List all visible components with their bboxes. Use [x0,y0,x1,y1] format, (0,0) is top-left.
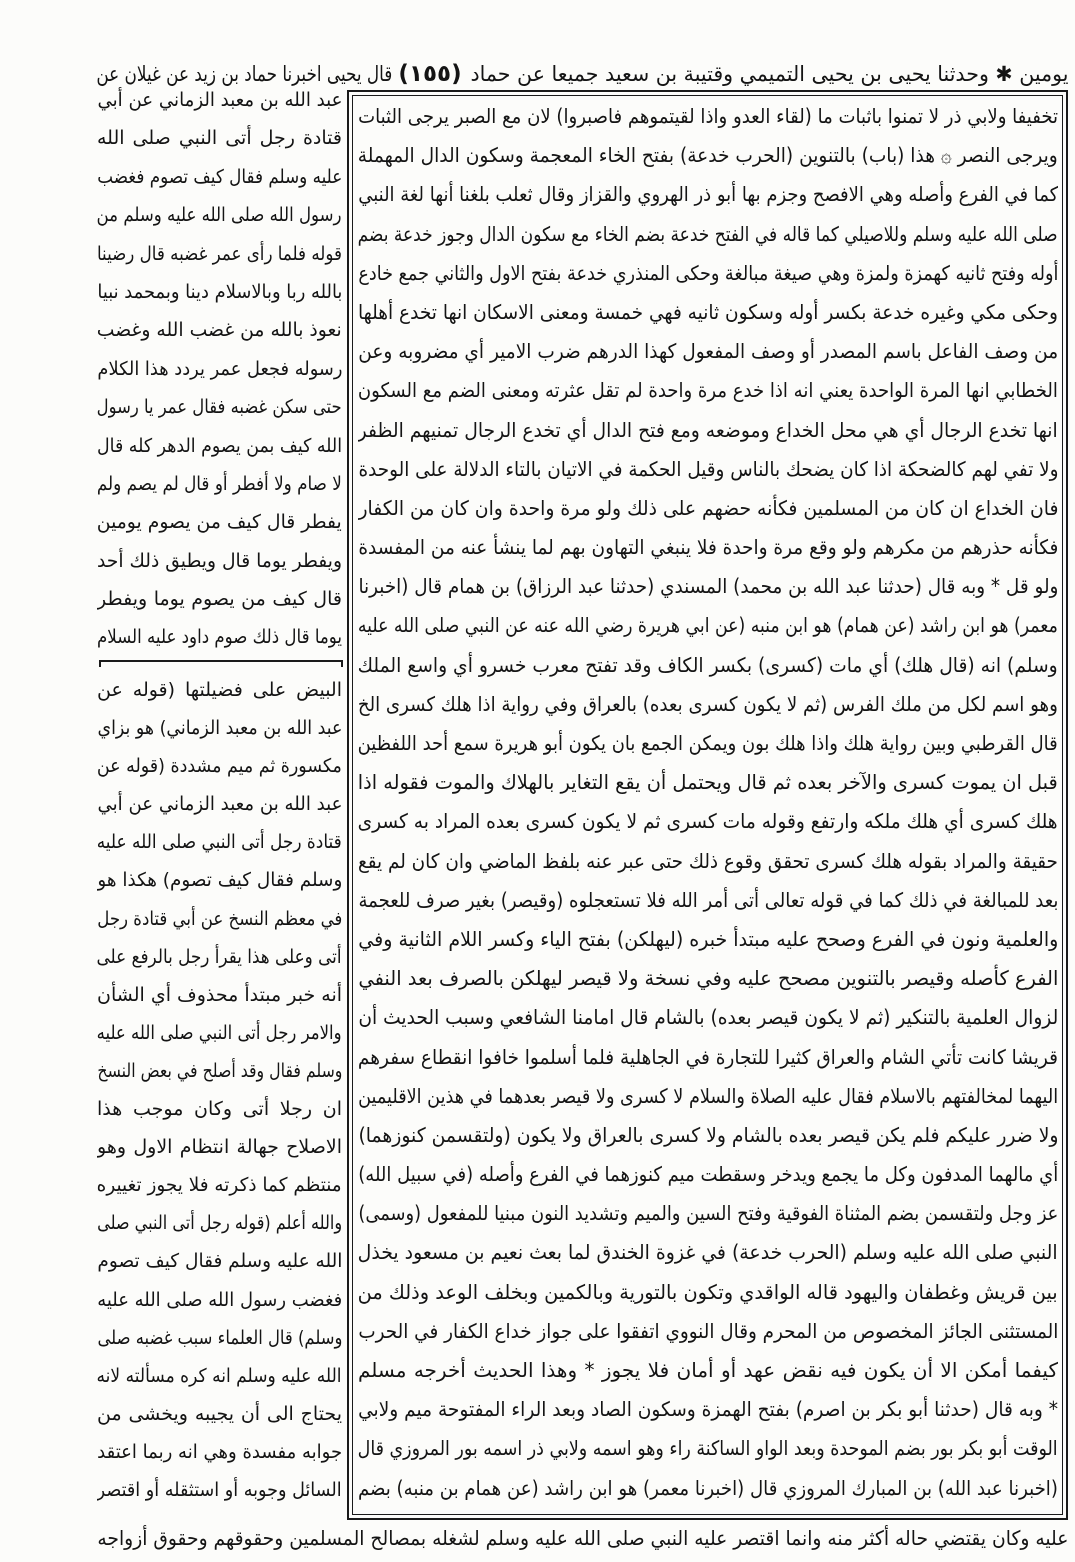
main-commentary-line-text: المستثنى الجائز المخصوص من المحرم وقال النووي اتفقوا على جواز خداع الكفار في الحرب [358,1318,1058,1343]
main-commentary-line [358,528,1058,567]
main-commentary-line-text: بين قريش وغطفان واليهود قاله الواقدي وتكون بالتورية وبالكمين وبخلف الوعد وذلك من [358,1279,1058,1304]
margin-commentary-line-text: عبد الله بن معبد الزماني) هو بزاي [97,717,342,740]
margin-commentary-line [97,1319,342,1357]
margin-commentary-line [97,823,342,861]
main-commentary-line-text: ولا تفي لهم كالضحكة اذا كان يضحك بالناس وقيل الحكمة في الاتيان بالتاء الدلالة على الوحدة [358,456,1058,481]
main-commentary-line [358,1469,1058,1508]
main-commentary-line-text: هلك كسرى أي هلك ملكه وارتفع وقوله مات كسرى ثم لا يكون كسرى بعده المراد به كسرى [358,809,1058,834]
main-commentary-line [358,1233,1058,1272]
main-commentary-line-text: فان الخداع ان كان من المسلمين فكأنه حضهم على ذلك ولو مرة واحدة وان كان من الكفار [358,495,1058,520]
main-commentary-line [358,842,1058,881]
margin-commentary-line-text: أتى وعلى هذا يقرأ رجل بالرفع على [97,945,342,968]
margin-hadith-line-text: يفطر قال كيف من يصوم يومين [97,511,342,534]
main-commentary-line-text: وسلم) انه (قال هلك) أي مات (كسرى) بكسر الكاف وقد تفتح معرب خسرو أي واسع الملك [358,652,1058,677]
main-commentary-line [358,450,1058,489]
main-commentary-line-text: فكأنه حذرهم من مكرهم ولو وقع مرة واحدة فلا ينبغي التهاون بهم لما ينشأ عنه من المفسدة [358,535,1058,560]
margin-commentary-line [97,1357,342,1395]
main-commentary-line-text: من وصف الفاعل باسم المصدر أو وصف المفعول كهذا الدرهم ضرب الامير أي مضروبه وعن [358,339,1058,364]
main-commentary-line-text: قبل ان يموت كسرى والآخر بعده ثم قال ويحتمل أن يقع التغاير بالهلاك والموت فقوله اذا [358,770,1058,795]
footer-line-span: عليه وكان يقتضي حاله أكثر منه وانما اقتصر عليه النبي صلى الله عليه وسلم لشغله بمصالح المسلمين وحقوقهم وحقوق أزواجه [97,1526,1068,1550]
margin-commentary-line [97,747,342,785]
margin-hadith-line-text: حتى سكن غضبه فقال عمر يا رسول [97,396,342,419]
main-commentary-line-text: قال القرطبي وبين رواية هلك واذا هلك بون ويمكن الجمع بان يكون أبو هريرة سمع أحد اللفظين [358,731,1058,755]
margin-commentary-line-text: السائل وجوبه أو استثقله أو اقتصر [97,1478,342,1501]
main-commentary-line-text: انها تخدع الرجال أي هي محل الخداع وموضعه ومع فتح الدال أي تخدع الرجال تمنيهم الظفر [358,417,1058,442]
margin-commentary-line-text: البيض على فضيلتها (قوله عن [97,679,342,701]
margin-commentary-line-text: ان رجلا أتى وكان موجب هذا [97,1098,342,1121]
margin-hadith-line-text: عليه وسلم فقال كيف تصوم فغضب [97,165,342,188]
margin-commentary-line-text: يحتاج الى أن يجيبه ويخشى من [97,1402,342,1425]
margin-hadith-line [97,235,342,273]
main-commentary-line [358,606,1058,645]
main-commentary-line-text: اليهما لمخالفتهم بالاسلام فقال عليه الصلاة والسلام لا كسرى ولا قيصر بعدهما في هذين الاقليمين [358,1083,1058,1108]
main-commentary-line [358,1351,1058,1390]
margin-hadith-line [97,388,342,426]
main-commentary-line-text: أي مالهما المدفون وكل ما يجمع ويدخر وسقطت ميم كنوزهما في الفرع وأصله (في سبيل الله) [358,1162,1058,1187]
margin-commentary-line-text: الله عليه وسلم فقال كيف تصوم [97,1250,342,1273]
main-commentary-line [358,411,1058,450]
margin-commentary-line [97,900,342,938]
margin-hadith-line [97,503,342,541]
main-commentary-line-text: كيفما أمكن الا أن يكون فيه نقض عهد أو أمان فلا يجوز * وهذا الحديث أخرجه مسلم [358,1358,1058,1382]
main-commentary-line [358,959,1058,998]
margin-commentary-line-text: والله أعلم (قوله رجل أتى النبي صلى [97,1212,342,1235]
page-number [396,55,464,93]
main-commentary-line-text: الفرع كأصله وقيصر بالتنوين مصحح عليه وفي نسخة ولا قيصر ليهلكن بالصرف بعد النفي [358,966,1058,991]
main-commentary-line-text: معمر) هو ابن راشد (عن همام) هو ابن منبه (عن ابي هريرة رضي الله عنه عن النبي صلى الله عليه [358,613,1058,638]
main-commentary-line-text: صلى الله عليه وسلم وللاصيلي كما قاله في الفتح خدعة بضم الخاء مع سكون الدال وجوز خدعة بضم [358,221,1058,246]
main-commentary-line-text: كما في الفرع وأصله وهي الافصح وجزم بها أبو ذر الهروي والقزاز وقال ثعلب بلغنا أنها لغة النبي [358,182,1058,207]
margin-commentary-line-text: منتظم كما ذكرته فلا يجوز تغييره [97,1174,342,1197]
margin-commentary-line-text: أنه خبر مبتدأ محذوف أي الشأن [97,983,342,1006]
main-commentary-line-text: * وبه قال (حدثنا أبو بكر بن اصرم) بفتح الهمزة وسكون الصاد وبعد الراء المفتوحة ميم ولابي [358,1397,1058,1422]
main-commentary-line [358,1429,1058,1468]
margin-hadith-line-text: نعوذ بالله من غضب الله وغضب [97,319,342,342]
margin-hadith-line-text: رسوله فجعل عمر يردد هذا الكلام [97,357,342,380]
margin-commentary-line [97,861,342,899]
main-commentary-line-text: تخفيفا ولابي ذر لا تمنوا باثبات ما (لقاء العدو واذا لقيتموهم فاصبروا) لان مع الصبر يرجى الثبات [358,104,1058,128]
header-left-span: قال يحيى اخبرنا حماد بن زيد عن غيلان عن [96,62,392,86]
margin-commentary-line-text: في معظم النسخ عن أبي قتادة رجل [97,907,342,930]
margin-commentary-line-text: مكسورة ثم ميم مشددة (قوله عن [97,755,342,778]
margin-hadith-line [97,273,342,311]
main-commentary-line-text: بعد للمبالغة في ذلك كما في قوله تعالى أتى أمر الله فلا تستعجلوه (وقيصر) بغير صرف للعجمة [358,887,1058,912]
margin-hadith-line-text: رسول الله صلى الله عليه وسلم من [97,204,342,227]
margin-hadith-line [97,119,342,157]
main-commentary-line [358,1273,1058,1312]
margin-hadith-line-text: لا صام ولا أفطر أو قال لم يصم ولم [97,472,342,495]
main-commentary-line-text: ولا ضرر عليكم فلم يكن قيصر بعده بالشام ولا كسرى بالعراق ولا يكون (ولتقسمن كنوزهما) [358,1122,1058,1147]
main-commentary-line [358,763,1058,802]
main-commentary-line-text: قريشا كانت تأتي الشام والعراق كثيرا للتجارة في الجاهلية فلما أسلموا خافوا انقطاع سفرهم [358,1044,1058,1069]
main-commentary-line-text: والعلمية ونون في الفرع وصحح عليه مبتدأ خبره (ليهلكن) بفتح الياء وكسر اللام الثانية وفي [358,926,1058,951]
margin-commentary-line-text: وسلم) قال العلماء سبب غضبه صلى [97,1326,342,1349]
footer-continuation-line [97,1520,1068,1556]
main-commentary-line-text: حقيقة والمراد بقوله هلك كسرى تحقق وقوع ذلك حتى عبر عنه بلفظ الماضي وان كان لم يقع [358,848,1058,873]
main-commentary-line [358,97,1058,136]
margin-hadith-line-text: الله كيف بمن يصوم الدهر كله قال [97,434,342,457]
main-commentary-line [358,215,1058,254]
margin-hadith-line [97,465,342,503]
margin-commentary-line [97,785,342,823]
margin-commentary-line [97,938,342,976]
margin-commentary-line [97,1471,342,1509]
main-commentary-line [358,1155,1058,1194]
main-commentary-line [358,293,1058,332]
main-commentary-line [358,332,1058,371]
main-commentary-line [358,567,1058,606]
main-commentary-line-text: وحكى مكي وغيره خدعة بكسر أوله وسكون ثانيه فهي خمسة ومعنى الاسكان انها تخدع أهلها [358,299,1058,324]
margin-hadith-line-text: قال كيف من يصوم يوما ويفطر [97,588,342,611]
main-commentary-line [358,136,1058,175]
margin-commentary-line [97,1242,342,1280]
margin-commentary-line [97,1014,342,1052]
margin-hadith-line [97,618,342,656]
main-commentary-line [358,998,1058,1037]
margin-hadith-line-text: عبد الله بن معبد الزماني عن أبي [97,89,342,111]
main-commentary-line [358,371,1058,410]
margin-hadith-line [97,196,342,234]
margin-hadith-line-text: ويفطر يوما قال ويطيق ذلك أحد [97,549,342,572]
margin-hadith-line [97,81,342,119]
main-commentary-line [358,881,1058,920]
margin-commentary-line [97,671,342,709]
main-commentary-line [358,1194,1058,1233]
main-commentary-line [358,685,1058,724]
margin-commentary-line [97,1128,342,1166]
main-commentary-line [358,724,1058,763]
margin-hadith-line [97,158,342,196]
main-commentary-line-text: ولو قل * وبه قال (حدثنا عبد الله بن محمد) المسندي (حدثنا عبد الرزاق) بن همام قال (اخبرنا [358,574,1058,599]
margin-hadith-line [97,427,342,465]
page-number-span: (١٥٥) [398,61,462,87]
margin-commentary-line-text: الاصلاح جهالة انتظام الاول وهو [97,1136,342,1159]
main-commentary-line-text: عز وجل ولتقسمن بضم المثناة الفوقية وفتح السين والميم وتشديد النون مبنيا للمفعول (وسمى) [358,1201,1058,1226]
main-commentary-line [358,1038,1058,1077]
margin-commentary-line-text: فغضب رسول الله صلى الله عليه [97,1288,342,1311]
main-commentary-line [358,920,1058,959]
main-commentary-line [358,802,1058,841]
margin-commentary-line-text: عبد الله بن معبد الزماني عن أبي [97,793,342,816]
margin-commentary-line [97,1281,342,1319]
margin-hadith-line [97,580,342,618]
margin-commentary-line-text: الله عليه وسلم انه كره مسألته لانه [97,1364,342,1387]
margin-commentary-line-text: وسلم فقال كيف تصوم) هكذا هو [97,869,342,892]
main-commentary-line [358,489,1058,528]
margin-hadith-text [97,81,342,657]
margin-commentary-line [97,709,342,747]
margin-commentary-line-text: والامر رجل أتى النبي صلى الله عليه [97,1021,342,1044]
margin-commentary-line [97,976,342,1014]
main-commentary-line [358,1077,1058,1116]
margin-commentary-line-text: وسلم فقال وقد أصلح في بعض النسخ [97,1059,342,1082]
main-commentary-line [358,1312,1058,1351]
main-commentary-body [358,97,1058,1508]
main-commentary-line-text: (اخبرنا عبد الله) بن المبارك المروزي قال (اخبرنا معمر) هو ابن راشد (عن همام بن منبه) بضم [358,1475,1058,1500]
main-commentary-line-text: ويرجى النصر ۞ هذا (باب) بالتنوين (الحرب خدعة) بفتح الخاء المعجمة وسكون الدال المهملة [358,143,1058,168]
margin-divider [99,660,343,666]
margin-commentary-line-text: جوابه مفسدة وهي انه ربما اعتقد [97,1440,342,1463]
margin-commentary-line [97,1395,342,1433]
margin-hadith-line-text: قوله فلما رأى عمر غضبه قال رضينا [97,242,342,265]
main-commentary-line [358,254,1058,293]
margin-hadith-line-text: قتادة رجل أتى النبي صلى الله [97,127,342,150]
margin-commentary-line-text: قتادة رجل أتى النبي صلى الله عليه [97,831,342,854]
margin-hadith-line [97,350,342,388]
main-commentary-line-text: وهو اسم لكل من ملك الفرس (ثم لا يكون كسرى بعده) بالعراق وفي رواية اذا هلك كسرى الخ [358,691,1058,716]
main-commentary-line-text: الخطابي انها المرة الواحدة يعني انه اذا خدع مرة واحدة لم تقل عثرته ومعنى الضم مع السكون [358,378,1058,403]
margin-hadith-line-text: يوما قال ذلك صوم داود عليه السلام [97,626,342,649]
margin-commentary-line [97,1204,342,1242]
margin-hadith-line [97,542,342,580]
header-right-text [470,55,1068,93]
margin-commentary-text [97,671,342,1509]
main-commentary-line-text: الوقت أبو بكر بور بضم الموحدة وبعد الواو الساكنة راء وهو اسمه ولابي ذر اسمه بور المروزي قال [358,1436,1058,1461]
margin-commentary-line [97,1433,342,1471]
margin-hadith-line-text: بالله ربا وبالاسلام دينا وبمحمد نبيا [97,280,342,303]
main-commentary-line [358,175,1058,214]
margin-hadith-line [97,311,342,349]
header-right-span: يومين ✱ وحدثنا يحيى بن يحيى التميمي وقتيبة بن سعيد جميعا عن حماد [470,62,1068,86]
margin-commentary-line [97,1090,342,1128]
main-commentary-line [358,646,1058,685]
main-commentary-line [358,1116,1058,1155]
margin-commentary-line [97,1052,342,1090]
main-commentary-line-text: أوله وفتح ثانيه كهمزة ولمزة وهي صيغة مبالغة وحكى المنذري خدعة بفتح الاول والثاني جمع خادع [358,260,1058,285]
margin-commentary-line [97,1166,342,1204]
main-commentary-line-text: لزوال العلمية بالتنكير (ثم لا يكون قيصر بعده) بالشام قال امامنا الشافعي وسبب الحديث أن [358,1005,1058,1030]
main-commentary-line [358,1390,1058,1429]
main-commentary-line-text: النبي صلى الله عليه وسلم (الحرب خدعة) في غزوة الخندق لما بعث نعيم بن مسعود يخذل [358,1240,1058,1265]
